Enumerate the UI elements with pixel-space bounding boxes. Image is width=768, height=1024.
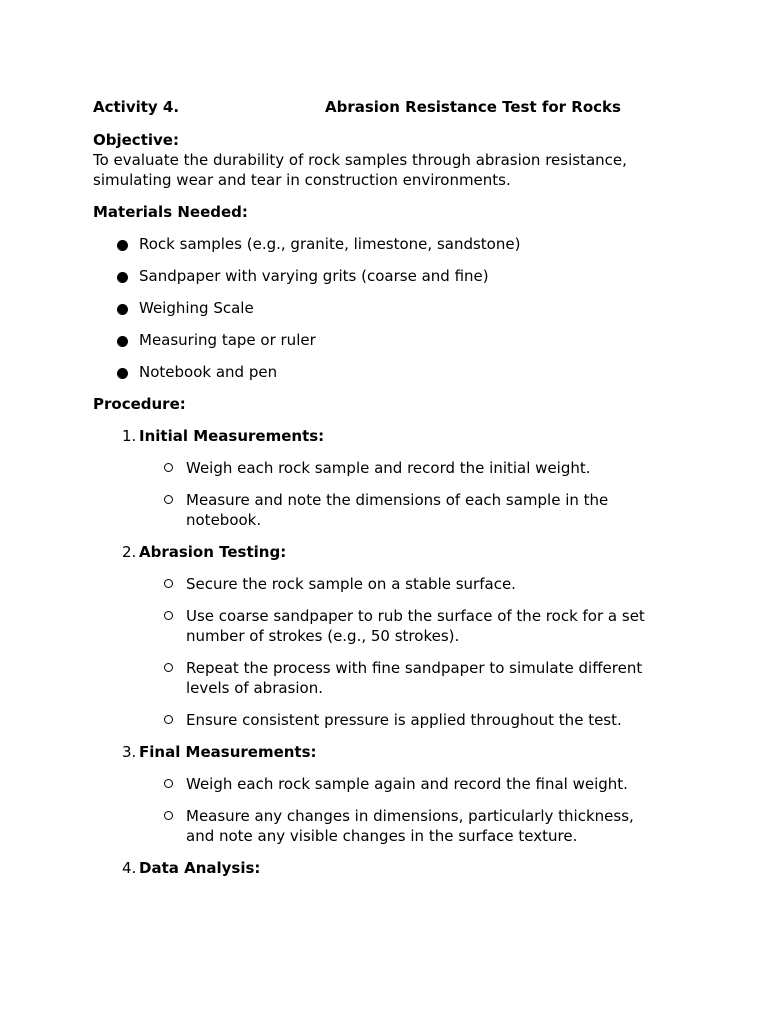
material-label: Rock samples (e.g., granite, limestone, sandstone)	[139, 235, 521, 253]
substep-text: Measure and note the dimensions of each sample in the	[186, 491, 609, 509]
material-label: Measuring tape or ruler	[139, 331, 316, 349]
step-title: Abrasion Testing:	[139, 543, 287, 561]
substep-item	[93, 658, 666, 698]
substep-text: Weigh each rock sample again and record the final weight.	[186, 775, 628, 793]
substep-text: Secure the rock sample on a stable surface.	[186, 575, 516, 593]
procedure-step	[93, 858, 683, 878]
step-substeps	[93, 574, 683, 730]
substep-text: Use coarse sandpaper to rub the surface of the rock for a set	[186, 607, 645, 625]
procedure-heading: Procedure:	[93, 395, 186, 413]
objective-text-line-2: simulating wear and tear in construction environments.	[93, 171, 511, 189]
hollow-bullet-icon	[164, 495, 173, 504]
document-title: Abrasion Resistance Test for Rocks	[325, 98, 621, 116]
hollow-bullet-icon	[164, 715, 173, 724]
materials-list	[93, 234, 683, 382]
step-heading	[93, 426, 683, 446]
step-substeps	[93, 774, 683, 846]
materials-list-item	[93, 298, 683, 318]
activity-number: Activity 4.	[93, 98, 180, 116]
objective-text-line-1: To evaluate the durability of rock samples through abrasion resistance,	[93, 151, 627, 169]
substep-text: Ensure consistent pressure is applied throughout the test.	[186, 711, 622, 729]
procedure-steps	[93, 426, 683, 878]
hollow-bullet-icon	[164, 663, 173, 672]
hollow-bullet-icon	[164, 463, 173, 472]
substep-text-cont: number of strokes (e.g., 50 strokes).	[186, 627, 460, 645]
materials-list-item	[93, 330, 683, 350]
substep-item	[93, 574, 666, 594]
substep-text-cont: notebook.	[186, 511, 262, 529]
substep-item	[93, 806, 666, 846]
substep-item	[93, 774, 666, 794]
procedure-step	[93, 542, 683, 730]
objective-heading: Objective:	[93, 131, 179, 149]
step-number: 1.	[122, 427, 137, 445]
material-label: Notebook and pen	[139, 363, 278, 381]
step-substeps	[93, 458, 683, 530]
substep-item	[93, 710, 666, 730]
materials-list-item	[93, 362, 683, 382]
procedure-step	[93, 742, 683, 846]
step-title: Data Analysis:	[139, 859, 261, 877]
substep-text-cont: levels of abrasion.	[186, 679, 323, 697]
materials-heading: Materials Needed:	[93, 203, 248, 221]
materials-list-item	[93, 234, 683, 254]
substep-item	[93, 606, 666, 646]
hollow-bullet-icon	[164, 779, 173, 788]
step-heading	[93, 742, 683, 762]
bullet-icon	[117, 272, 128, 283]
substep-text: Repeat the process with fine sandpaper to simulate different	[186, 659, 643, 677]
material-label: Sandpaper with varying grits (coarse and fine)	[139, 267, 489, 285]
document-header	[93, 98, 683, 118]
bullet-icon	[117, 368, 128, 379]
substep-text: Measure any changes in dimensions, particularly thickness,	[186, 807, 634, 825]
bullet-icon	[117, 240, 128, 251]
step-number: 4.	[122, 859, 137, 877]
bullet-icon	[117, 304, 128, 315]
document-page	[93, 98, 683, 890]
hollow-bullet-icon	[164, 579, 173, 588]
substep-text: Weigh each rock sample and record the initial weight.	[186, 459, 591, 477]
substep-item	[93, 490, 666, 530]
substep-item	[93, 458, 666, 478]
hollow-bullet-icon	[164, 811, 173, 820]
material-label: Weighing Scale	[139, 299, 254, 317]
bullet-icon	[117, 336, 128, 347]
hollow-bullet-icon	[164, 611, 173, 620]
substep-text-cont: and note any visible changes in the surface texture.	[186, 827, 578, 845]
step-heading	[93, 542, 683, 562]
step-title: Final Measurements:	[139, 743, 317, 761]
step-title: Initial Measurements:	[139, 427, 325, 445]
materials-list-item	[93, 266, 683, 286]
step-heading	[93, 858, 683, 878]
procedure-step	[93, 426, 683, 530]
step-number: 2.	[122, 543, 137, 561]
step-number: 3.	[122, 743, 137, 761]
